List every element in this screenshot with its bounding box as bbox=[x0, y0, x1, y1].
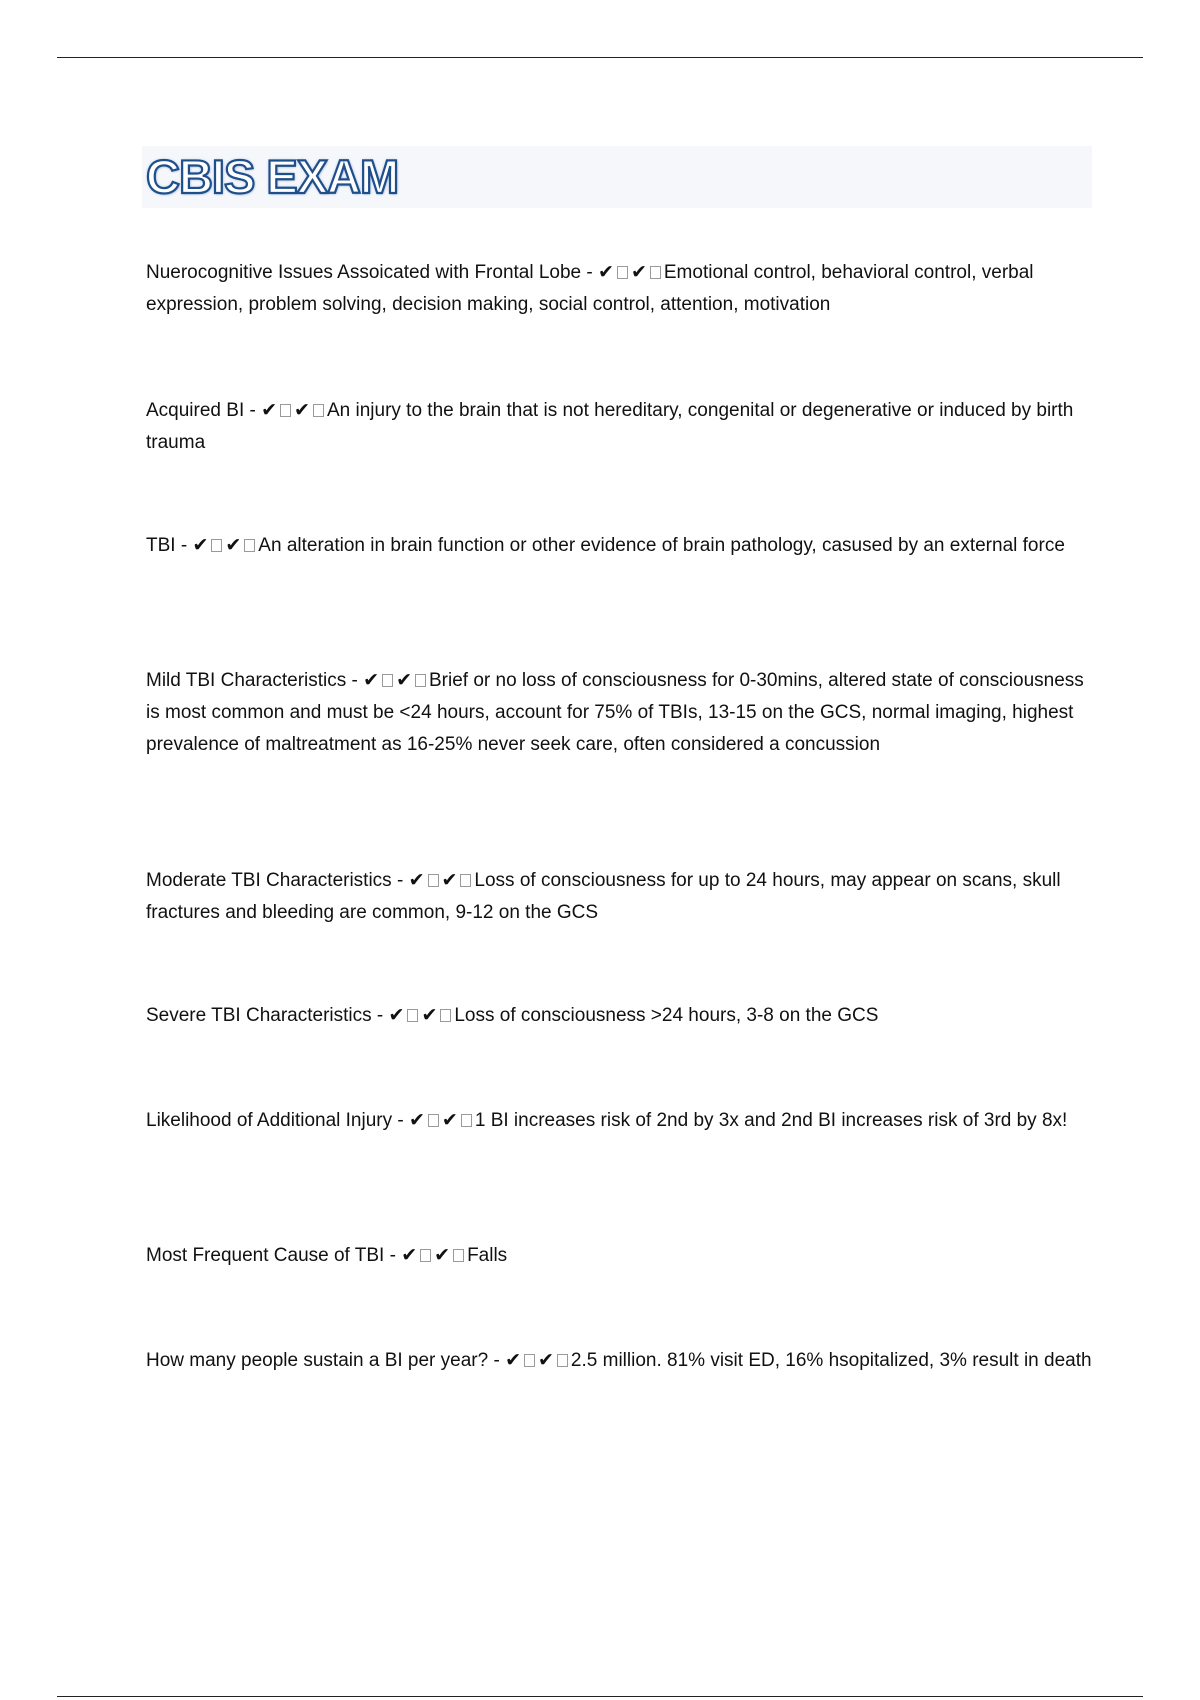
box-icon bbox=[557, 1354, 568, 1367]
document-title: CBIS EXAM bbox=[146, 150, 399, 203]
box-icon bbox=[524, 1354, 535, 1367]
check-icon: ✔ bbox=[598, 261, 614, 283]
separator: - bbox=[392, 1110, 409, 1131]
separator: - bbox=[581, 262, 599, 283]
box-icon bbox=[460, 874, 471, 887]
separator: - bbox=[384, 1245, 402, 1266]
check-icon: ✔ bbox=[505, 1349, 521, 1371]
check-icon: ✔ bbox=[630, 261, 647, 283]
box-icon bbox=[280, 404, 291, 417]
entry-term: Most Frequent Cause of TBI bbox=[146, 1245, 385, 1266]
entry-definition: Loss of consciousness for up to 24 hours, may appear on scans, skull fractures and bleeding are common, 9-12 on the GCS bbox=[146, 870, 1061, 923]
entry-tbi bbox=[146, 529, 1096, 562]
entry-severe-tbi bbox=[146, 999, 1096, 1032]
box-icon bbox=[382, 674, 393, 687]
check-icon: ✔ bbox=[538, 1349, 554, 1371]
bottom-rule bbox=[57, 1696, 1143, 1697]
box-icon bbox=[407, 1009, 418, 1022]
box-icon bbox=[313, 404, 324, 417]
check-icon: ✔ bbox=[421, 1004, 438, 1026]
entry-frequent-cause bbox=[146, 1239, 1096, 1272]
separator: - bbox=[371, 1005, 389, 1026]
entry-bi-per-year bbox=[146, 1344, 1096, 1377]
separator: - bbox=[488, 1350, 506, 1371]
box-icon bbox=[244, 539, 255, 552]
entry-term: Moderate TBI Characteristics bbox=[146, 870, 392, 891]
entry-definition: Emotional control, behavioral control, verbal expression, problem solving, decision making, social control, attention, motivation bbox=[146, 262, 1034, 315]
entry-mild-tbi bbox=[146, 664, 1096, 761]
separator: - bbox=[391, 870, 409, 891]
box-icon bbox=[428, 874, 439, 887]
entry-definition: 1 BI increases risk of 2nd by 3x and 2nd BI increases risk of 3rd by 8x! bbox=[474, 1110, 1068, 1131]
box-icon bbox=[453, 1249, 464, 1262]
entry-term: Acquired BI bbox=[146, 400, 245, 421]
entry-definition: An alteration in brain function or other evidence of brain pathology, casused by an external force bbox=[258, 535, 1065, 556]
entry-term: TBI bbox=[146, 535, 176, 556]
entry-definition: Falls bbox=[467, 1245, 508, 1266]
separator: - bbox=[244, 400, 262, 421]
check-icon: ✔ bbox=[409, 1109, 425, 1131]
box-icon bbox=[461, 1114, 472, 1127]
box-icon bbox=[420, 1249, 431, 1262]
separator: - bbox=[346, 670, 364, 691]
box-icon bbox=[415, 674, 426, 687]
check-icon: ✔ bbox=[192, 534, 209, 556]
check-icon: ✔ bbox=[225, 534, 242, 556]
check-icon: ✔ bbox=[408, 869, 425, 891]
entry-definition: Loss of consciousness >24 hours, 3-8 on the GCS bbox=[454, 1005, 879, 1026]
entry-term: How many people sustain a BI per year? bbox=[146, 1350, 489, 1371]
entry-term: Nuerocognitive Issues Assoicated with Frontal Lobe bbox=[146, 262, 582, 283]
check-icon: ✔ bbox=[261, 399, 278, 421]
check-icon: ✔ bbox=[396, 669, 412, 691]
entry-frontal-lobe bbox=[146, 256, 1096, 321]
check-icon: ✔ bbox=[388, 1004, 405, 1026]
check-icon: ✔ bbox=[363, 669, 380, 691]
entry-term: Severe TBI Characteristics bbox=[146, 1005, 372, 1026]
entry-definition: An injury to the brain that is not hereditary, congenital or degenerative or induced by birth trauma bbox=[146, 400, 1074, 453]
box-icon bbox=[440, 1009, 451, 1022]
check-icon: ✔ bbox=[441, 1109, 458, 1131]
box-icon bbox=[211, 539, 222, 552]
check-icon: ✔ bbox=[434, 1244, 451, 1266]
check-icon: ✔ bbox=[294, 399, 310, 421]
entry-acquired-bi bbox=[146, 394, 1096, 459]
top-rule bbox=[57, 57, 1143, 58]
check-icon: ✔ bbox=[401, 1244, 418, 1266]
title-banner bbox=[142, 146, 1092, 208]
box-icon bbox=[650, 266, 661, 279]
entry-term: Likelihood of Additional Injury bbox=[146, 1110, 393, 1131]
separator: - bbox=[175, 535, 193, 556]
entry-term: Mild TBI Characteristics bbox=[146, 670, 347, 691]
entry-additional-injury bbox=[146, 1104, 1096, 1137]
box-icon bbox=[428, 1114, 439, 1127]
check-icon: ✔ bbox=[441, 869, 458, 891]
box-icon bbox=[617, 266, 628, 279]
entry-definition: 2.5 million. 81% visit ED, 16% hsopitalized, 3% result in death bbox=[570, 1350, 1092, 1371]
entry-moderate-tbi bbox=[146, 864, 1096, 929]
entry-definition: Brief or no loss of consciousness for 0-30mins, altered state of consciousness is most common and must be <24 hours, account for 75% of TBIs, 13-15 on the GCS, normal imaging, highest prevalence of maltreatment as 16-25% never seek care, often considered a concussion bbox=[146, 670, 1084, 755]
